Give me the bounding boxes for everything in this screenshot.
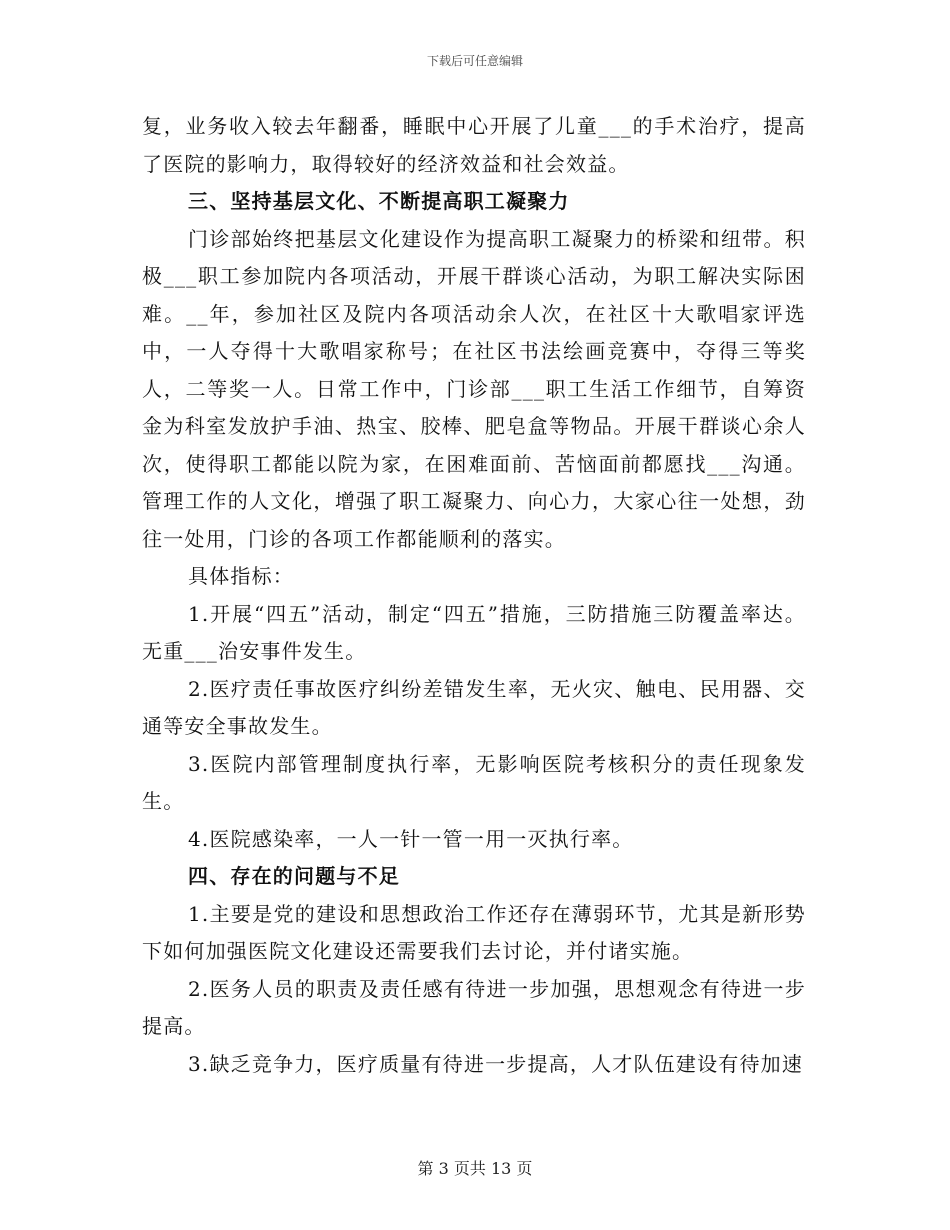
- paragraph-indicators-label: 具体指标：: [188, 564, 294, 588]
- page-number: 第 3 页共 13 页: [417, 1159, 533, 1178]
- page-header-note: 下载后可任意编辑: [426, 54, 523, 68]
- indicator-item-1: 1.开展“四五”活动，制定“四五”措施，三防措施三防覆盖率达。无重___治安事件发生。: [142, 601, 806, 663]
- section-heading-3: 三、坚持基层文化、不断提高职工凝聚力: [188, 189, 570, 213]
- paragraph-culture: 门诊部始终把基层文化建设作为提高职工凝聚力的桥梁和纽带。积极___职工参加院内各项活动，开展干群谈心活动，为职工解决实际困难。__年，参加社区及院内各项活动余人次，在社区十大歌唱家评选中，一人夺得十大歌唱家称号；在社区书法绘画竞赛中，夺得三等奖人，二等奖一人。日常工作中，门诊部___职工生活工作细节，自筹资金为科室发放护手油、热宝、胶棒、肥皂盒等物品。开展干群谈心余人次，使得职工都能以院为家，在困难面前、苦恼面前都愿找___沟通。管理工作的人文化，增强了职工凝聚力、向心力，大家心往一处想，劲往一处用，门诊的各项工作都能顺利的落实。: [142, 226, 806, 551]
- problem-item-1: 1.主要是党的建设和思想政治工作还存在薄弱环节，尤其是新形势下如何加强医院文化建设还需要我们去讨论，并付诸实施。: [142, 901, 806, 963]
- paragraph-continued: 复，业务收入较去年翻番，睡眠中心开展了儿童___的手术治疗，提高了医院的影响力，取得较好的经济效益和社会效益。: [142, 114, 806, 176]
- document-body: [142, 108, 806, 1083]
- problem-item-2: 2.医务人员的职责及责任感有待进一步加强，思想观念有待进一步提高。: [142, 976, 806, 1038]
- problem-item-3: 3.缺乏竞争力，医疗质量有待进一步提高，人才队伍建设有待加速: [188, 1051, 804, 1076]
- indicator-item-4: 4.医院感染率，一人一针一管一用一灭执行率。: [188, 826, 634, 851]
- indicator-item-3: 3.医院内部管理制度执行率，无影响医院考核积分的责任现象发生。: [142, 751, 806, 813]
- indicator-item-2: 2.医疗责任事故医疗纠纷差错发生率，无火灾、触电、民用器、交通等安全事故发生。: [142, 676, 806, 738]
- section-heading-4: 四、存在的问题与不足: [188, 864, 400, 888]
